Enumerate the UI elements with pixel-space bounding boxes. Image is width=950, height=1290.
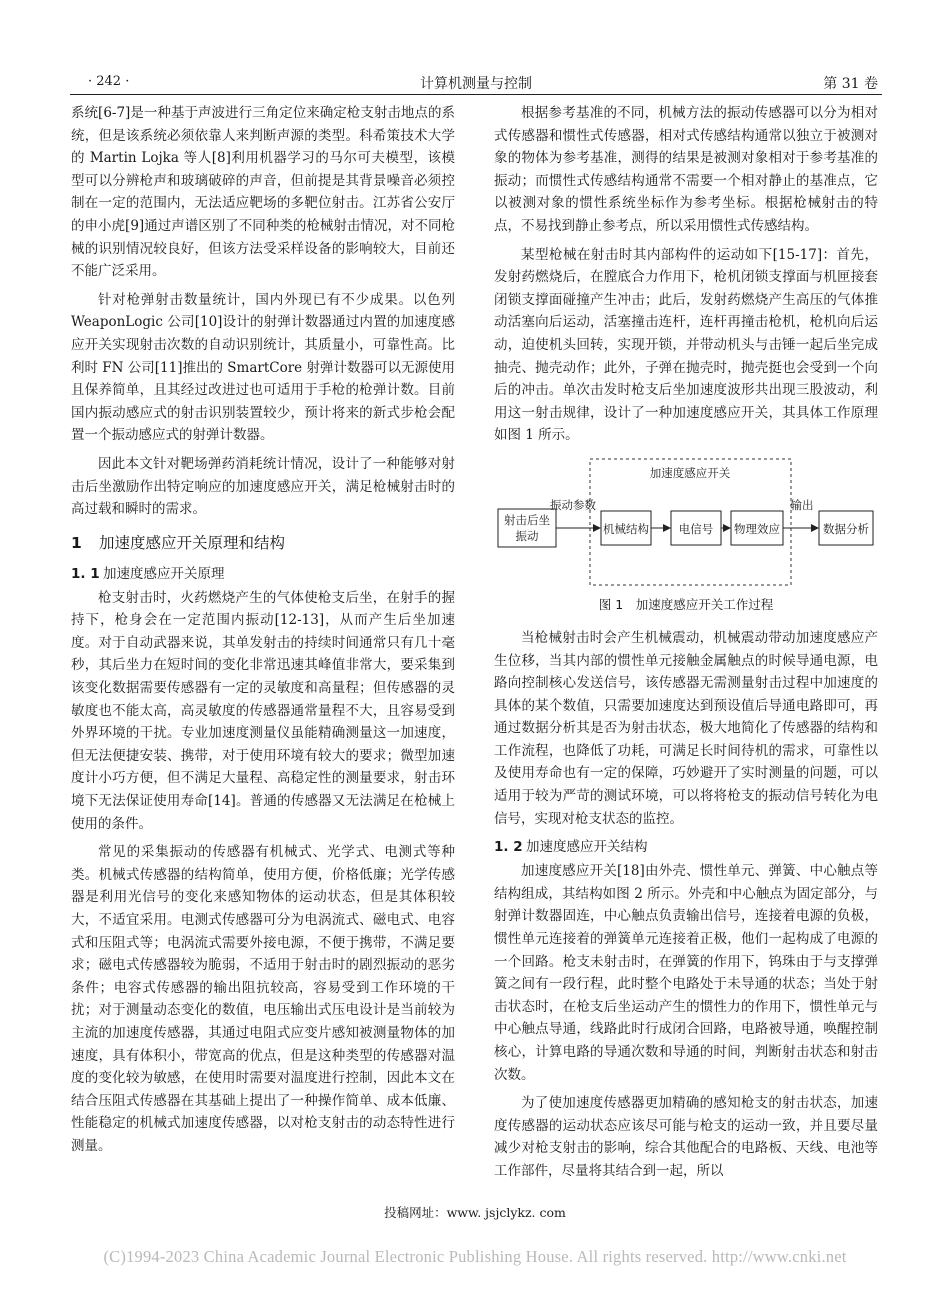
section-heading (71, 531, 455, 555)
paragraph: 系统[6-7]是一种基于声波进行三角定位来确定枪支射击地点的系统，但是该系统必须依靠人来判断声源的类型。科希策技术大学的 Martin Lojka 等人[8]利用机器学习的马尔可夫模型，该模型可以分辨枪声和玻璃破碎的声音，但前提是其背景噪音必须控制在一定的范围内，无法适应靶场的多靶位射击。江苏省公安厅的申小虎[9]通过声谱区别了不同种类的枪械射击情况，对不同枪械的识别情况较良好，但该方法受采样设备的影响较大，目前还不能广泛采用。 (71, 105, 455, 280)
node-effect-label: 物理效应 (734, 521, 780, 536)
running-header (70, 66, 882, 95)
paragraph: 某型枪械在射击时其内部构件的运动如下[15-17]：首先，发射药燃烧后，在膛底合力作用下，枪机闭锁支撑面与机匣接套闭锁支撑面碰撞产生冲击；此后，发射药燃烧产生高压的气体推动活塞向后运动，活塞撞击连杆，连杆再撞击枪机，枪机向后运动，迫使机头回转，实现开锁，并带动机头与击锤一起后坐完成抽壳、抛壳动作；此外，子弹在抛壳时，抛壳挺也会受到一个向后的冲击。单次击发时枪支后坐加速度波形共出现三股波动，利用这一射击规律，设计了一种加速度感应开关，其具体工作原理如图 1 所示。 (494, 246, 878, 444)
node-analysis-label: 数据分析 (823, 521, 869, 536)
paragraph: 枪支射击时，火药燃烧产生的气体使枪支后坐，在射手的握持下，枪身会在一定范围内振动[12-13]，从而产生后坐加速度。对于自动武器来说，其单发射击的持续时间通常只有几十毫秒，其后坐力在短时间的变化非常迅速其峰值非常大，要采集到该变化数据需要传感器有一定的灵敏度和高量程；但传感器的灵敏度也不能太高，高灵敏度的传感器通常量程不大，且容易受到外界环境的干扰。专业加速度测量仪虽能精确测量这一加速度，但无法便捷安装、携带，对于使用环境有较大的要求；微型加速度计小巧方便，但不满足大量程、高稳定性的测量要求，射击环境下无法保证使用寿命[14]。普通的传感器又无法满足在枪械上使用的条件。 (71, 589, 455, 832)
figure-1-caption: 图 1 加速度感应开关工作过程 (598, 596, 774, 612)
copyright-watermark: (C)1994-2023 China Academic Journal Electronic Publishing House. All rights reserved. http://www.cnki.net (103, 1247, 847, 1266)
subsection-heading (71, 563, 455, 585)
node-mech-label: 机械结构 (603, 521, 649, 536)
paragraph: 针对枪弹射击数量统计，国内外现已有不少成果。以色列 WeaponLogic 公司[10]设计的射弹计数器通过内置的加速度感应开关实现射击次数的自动识别统计，其质量小，可靠性高。比利时 FN 公司[11]推出的 SmartCore 射弹计数器可以无源使用且保养简单，且其经过改进过也可适用于手枪的枪弹计数。目前国内振动感应式的射击识别装置较少，预计将来的新式步枪会配置一个振动感应式的射弹计数器。 (71, 291, 455, 444)
subsection-heading (494, 836, 878, 858)
submission-url: 投稿网址：www. jsjclykz. com (384, 1205, 566, 1220)
figure-1-diagram (494, 453, 878, 591)
edge-label-output: 输出 (790, 497, 814, 512)
paragraph: 当枪械射击时会产生机械震动，机械震动带动加速度感应产生位移，当其内部的惯性单元接触金属触点的时候导通电源，电路向控制核心发送信号，该传感器无需测量射击过程中加速度的具体的某个数值，只需要加速度达到预设值后导通电路即可，再通过数据分析其是否为射击状态，极大地简化了传感器的结构和工作流程，也降低了功耗，可满足长时间待机的需求，可靠性以及使用寿命也有一定的保障，巧妙避开了实时测量的问题，可以适用于较为严苛的测试环境，可以将将枪支的振动信号转化为电信号，实现对枪支状态的监控。 (494, 629, 878, 827)
subsection-number: 1. 1 (71, 565, 100, 582)
node-recoil-line1: 射击后坐 (504, 512, 550, 527)
subsection-title: 加速度感应开关原理 (103, 565, 225, 582)
paragraph: 为了使加速度传感器更加精确的感知枪支的射击状态，加速度传感器的运动状态应该尽可能与枪支的运动一致，并且要尽量减少对枪支射击的影响，综合其他配合的电路板、天线、电池等工作部件，尽量将其结合到一起，所以 (494, 1095, 878, 1179)
paragraph: 常见的采集振动的传感器有机械式、光学式、电测式等种类。机械式传感器的结构简单，使用方便，价格低廉；光学传感器是利用光信号的变化来感知物体的运动状态，但是其体积较大，不适宜采用。电测式传感器可分为电涡流式、磁电式、电容式和压阻式等；电涡流式需要外接电源，不便于携带，不满足要求；磁电式传感器较为脆弱，不适用于射击时的剧烈振动的恶劣条件；电容式传感器的输出阻抗较高，容易受到工作环境的干扰；对于测量动态变化的数值，电压输出式压电设计是当前较为主流的加速度传感器，其通过电阻式应变片感知被测量物体的加速度，具有体积小，带宽高的优点，但是这种类型的传感器对温度的变化较为敏感，在使用时需要对温度进行控制，因此本文在结合压阻式传感器在其基础上提出了一种操作简单、成本低廉、性能稳定的机械式加速度传感器，以对枪支射击的动态特性进行测量。 (71, 844, 455, 1154)
volume-label: 第 31 卷 (823, 76, 878, 92)
switch-box-title: 加速度感应开关 (649, 465, 731, 480)
page-number: · 242 · (88, 74, 130, 89)
left-column (71, 102, 455, 1164)
edge-label-vibration-params: 振动参数 (550, 497, 596, 512)
section-title: 加速度感应开关原理和结构 (99, 533, 286, 552)
paragraph: 因此本文针对靶场弹药消耗统计情况，设计了一种能够对射击后坐激励作出特定响应的加速度感应开关，满足枪械射击时的高过载和瞬时的需求。 (71, 455, 455, 518)
paragraph: 根据参考基准的不同，机械方法的振动传感器可以分为相对式传感器和惯性式传感器，相对式传感结构通常以独立于被测对象的物体为参考基准，测得的结果是被测对象相对于参考基准的振动；而惯性式传感结构通常不需要一个相对静止的基准点，它以被测对象的惯性系统坐标作为参考坐标。根据枪械射击的特点，不易找到静止参考点，所以采用惯性式传感结构。 (494, 105, 878, 234)
subsection-number: 1. 2 (494, 839, 523, 856)
flow-diagram (494, 453, 878, 591)
node-recoil-line2: 振动 (515, 528, 539, 543)
node-signal-label: 电信号 (678, 521, 714, 536)
paragraph: 加速度感应开关[18]由外壳、惯性单元、弹簧、中心触点等结构组成，其结构如图 2 所示。外壳和中心触点为固定部分，与射弹计数器固连，中心触点负责输出信号，连接着电源的负极，惯性单元连接着的弹簧单元连接着正极，他们一起构成了电源的一个回路。枪支未射击时，在弹簧的作用下，钨珠由于与支撑弹簧之间有一段行程，此时整个电路处于未导通的状态；当处于射击状态时，在枪支后坐运动产生的惯性力的作用下，惯性单元与中心触点导通，线路此时行成闭合回路，电路被导通，唤醒控制核心，计算电路的导通次数和导通的时间，判断射击状态和射击次数。 (494, 863, 878, 1083)
subsection-title: 加速度感应开关结构 (526, 839, 648, 856)
journal-title: 计算机测量与控制 (420, 76, 532, 92)
section-number: 1 (71, 533, 82, 552)
right-column (494, 102, 878, 1189)
